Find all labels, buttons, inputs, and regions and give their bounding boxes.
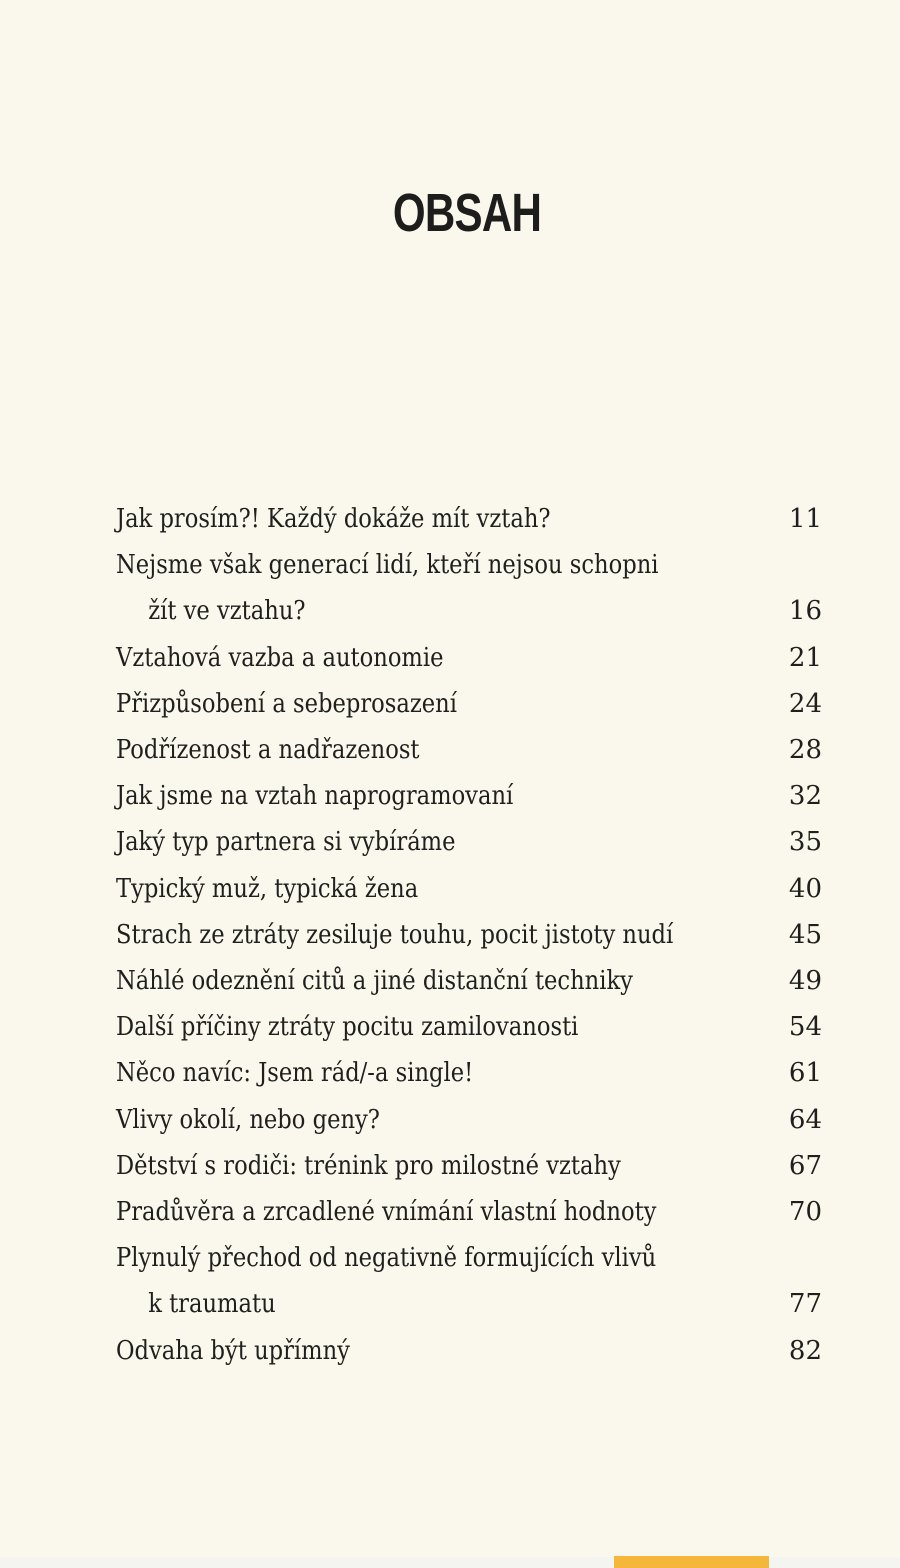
toc-entry-title: Další příčiny ztráty pocitu zamilovanosti — [116, 1012, 579, 1043]
toc-entry — [116, 1189, 822, 1235]
toc-entry — [116, 1004, 822, 1050]
toc-entry-title: Dětství s rodiči: trénink pro milostné vztahy — [116, 1150, 621, 1181]
toc-entry-title: Jak prosím?! Každý dokáže mít vztah? — [116, 504, 551, 534]
toc-entry — [116, 958, 822, 1004]
toc-entry-page-number: 11 — [788, 504, 822, 534]
toc-entry-page-number: 61 — [788, 1058, 822, 1089]
toc-entry — [116, 866, 822, 912]
toc-entry — [116, 542, 822, 634]
toc-entry-title: Pradůvěra a zrcadlené vnímání vlastní hodnoty — [116, 1197, 657, 1228]
toc-entry-page-number: 40 — [788, 873, 822, 904]
toc-entry-page-number: 32 — [788, 781, 822, 812]
toc-entry-title: Jak jsme na vztah naprogramovaní — [116, 781, 514, 812]
toc-entry-page-number: 45 — [788, 919, 822, 950]
table-of-contents — [116, 496, 822, 1374]
toc-entry-title: Podřízenost a nadřazenost — [116, 735, 420, 766]
toc-entry-title: Typický muž, typická žena — [116, 873, 419, 904]
toc-entry — [116, 819, 822, 865]
toc-entry-title-continued: žít ve vztahu? — [148, 596, 306, 627]
toc-entry-title-continued: k traumatu — [148, 1289, 276, 1320]
toc-entry-page-number: 70 — [788, 1197, 822, 1228]
toc-entry — [116, 635, 822, 681]
toc-entry-title: Vztahová vazba a autonomie — [116, 642, 444, 673]
toc-entry — [116, 1328, 822, 1374]
toc-entry — [116, 912, 822, 958]
toc-entry-title: Plynulý přechod od negativně formujících vlivů — [116, 1243, 657, 1274]
toc-entry-title: Odvaha být upřímný — [116, 1335, 350, 1366]
page-title: OBSAH — [392, 183, 542, 243]
toc-entry — [116, 1050, 822, 1096]
toc-entry — [116, 496, 822, 542]
toc-entry — [116, 681, 822, 727]
toc-entry — [116, 1143, 822, 1189]
toc-entry-title: Náhlé odeznění citů a jiné distanční techniky — [116, 966, 633, 997]
toc-entry-page-number: 49 — [788, 966, 822, 997]
toc-entry-title: Vlivy okolí, nebo geny? — [116, 1104, 380, 1135]
toc-entry-page-number: 16 — [788, 596, 822, 627]
toc-entry-page-number: 28 — [788, 735, 822, 766]
toc-entry-page-number: 77 — [788, 1289, 822, 1320]
toc-entry — [116, 1097, 822, 1143]
toc-entry — [116, 1235, 822, 1327]
toc-entry-title: Něco navíc: Jsem rád/-a single! — [116, 1058, 474, 1089]
toc-entry-title: Nejsme však generací lidí, kteří nejsou schopni — [116, 550, 659, 581]
toc-entry-title: Strach ze ztráty zesiluje touhu, pocit jistoty nudí — [116, 919, 674, 950]
cover-edge-tab — [614, 1556, 769, 1568]
toc-entry-page-number: 67 — [788, 1150, 822, 1181]
toc-entry-page-number: 35 — [788, 827, 822, 858]
toc-entry-page-number: 82 — [788, 1335, 822, 1366]
toc-entry — [116, 773, 822, 819]
toc-entry-page-number: 21 — [788, 642, 822, 673]
toc-entry-title: Přizpůsobení a sebeprosazení — [116, 688, 457, 719]
toc-entry — [116, 727, 822, 773]
toc-entry-page-number: 24 — [788, 688, 822, 719]
toc-entry-page-number: 64 — [788, 1104, 822, 1135]
toc-entry-title: Jaký typ partnera si vybíráme — [116, 827, 456, 858]
toc-entry-page-number: 54 — [788, 1012, 822, 1043]
